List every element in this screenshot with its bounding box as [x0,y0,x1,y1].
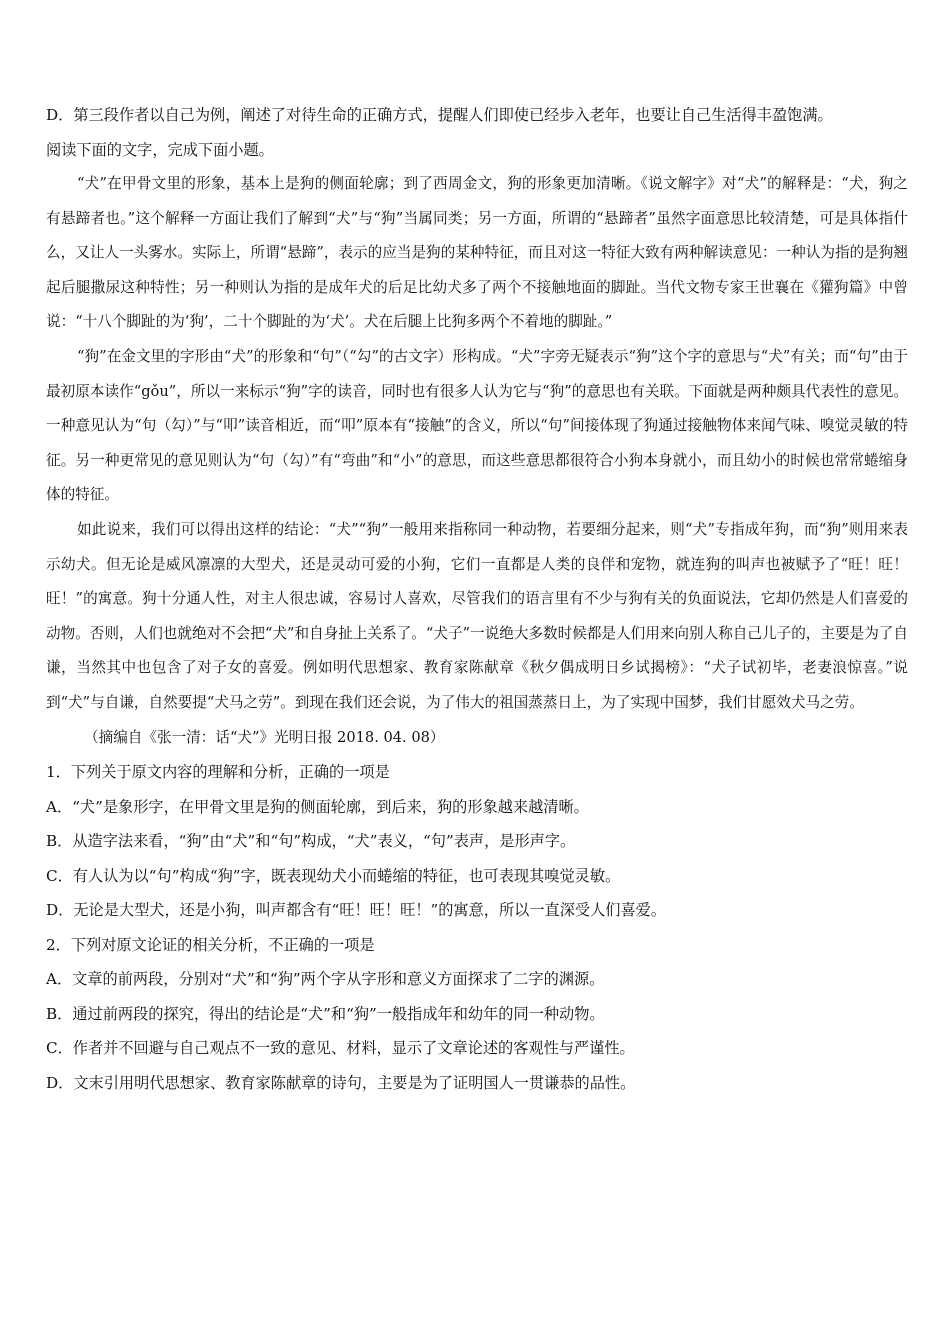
question-2-option-d: D．文末引用明代思想家、教育家陈献章的诗句，主要是为了证明国人一贯谦恭的品性。 [46,1073,636,1092]
reading-instruction: 阅读下面的文字，完成下面小题。 [46,140,274,159]
document-page [46,98,908,1100]
passage-paragraph-2: “狗”在金文里的字形由“犬”的形象和“句”（“勾”的古文字）形构成。“犬”字旁无疑表示“狗”这个字的意思与“犬”有关；而“句”由于最初原本读作“gǒu”，所以一来标示“狗”字的读音，同时也有很多人认为它与“狗”的意思也有关联。下面就是两种颇具代表性的意见。一种意见认为“句（勾）”与“叩”读音相近，而“叩”原本有“接触”的含义，所以“句”间接体现了狗通过接触物体来闻气味、嗅觉灵敏的特征。另一种更常见的意见则认为“句（勾）”有“弯曲”和“小”的意思，而这些意思都很符合小狗本身就小，而且幼小的时候也常常蜷缩身体的特征。 [46,347,908,504]
question-1-option-d: D．无论是大型犬，还是小狗，叫声都含有“旺！旺！旺！”的寓意，所以一直深受人们喜爱。 [46,901,667,919]
question-2-option-b: B．通过前两段的探究，得出的结论是“犬”和“狗”一般指成年和幼年的同一种动物。 [46,1004,605,1023]
passage-paragraph-1: “犬”在甲骨文里的形象，基本上是狗的侧面轮廓；到了西周金文，狗的形象更加清晰。《说文解字》对“犬”的解释是：“犬，狗之有悬蹄者也。”这个解释一方面让我们了解到“犬”与“狗”当属同类；另一方面，所谓的“悬蹄者”虽然字面意思比较清楚，可是具体指什么，又让人一头雾水。实际上，所谓“悬蹄”，表示的应当是狗的某种特征，而且对这一特征大致有两种解读意见：一种认为指的是狗翘起后腿撒尿这种特性；另一种则认为指的是成年犬的后足比幼犬多了两个不接触地面的脚趾。当代文物专家王世襄在《獾狗篇》中曾说：“十八个脚趾的为‘狗’，二十个脚趾的为‘犬’。犬在后腿上比狗多两个不着地的脚趾。” [46,175,908,331]
question-2-option-c: C．作者并不回避与自己观点不一致的意见、材料，显示了文章论述的客观性与严谨性。 [46,1039,635,1057]
question-1-option-a: A．“犬”是象形字，在甲骨文里是狗的侧面轮廓，到后来，狗的形象越来越清晰。 [46,797,589,816]
question-1-option-b: B．从造字法来看，“狗”由“犬”和“句”构成，“犬”表义，“句”表声，是形声字。 [46,832,576,850]
question-2-stem: 2．下列对原文论证的相关分析，不正确的一项是 [46,935,375,954]
passage-source: （摘编自《张一清：话“犬”》光明日报 2018. 04. 08） [84,728,445,746]
question-1-option-c: C．有人认为以“句”构成“狗”字，既表现幼犬小而蜷缩的特征，也可表现其嗅觉灵敏。 [46,866,621,885]
passage-paragraph-3: 如此说来，我们可以得出这样的结论：“犬”“狗”一般用来指称同一种动物，若要细分起来，则“犬”专指成年狗，而“狗”则用来表示幼犬。但无论是威风凛凛的大型犬，还是灵动可爱的小狗，它们一直都是人类的良伴和宠物，就连狗的叫声也被赋予了“旺！旺！旺！”的寓意。狗十分通人性，对主人很忠诚，容易讨人喜欢，尽管我们的语言里有不少与狗有关的负面说法，它却仍然是人们喜爱的动物。否则，人们也就绝对不会把“犬”和自身扯上关系了。“犬子”一说绝大多数时候都是人们用来向别人称自己儿子的，主要是为了自谦，当然其中也包含了对子女的喜爱。例如明代思想家、教育家陈献章《秋夕偶成明日乡试揭榜》：“犬子试初毕，老妻浪惊喜。”说到“犬”与自谦，自然要提“犬马之劳”。到现在我们还会说，为了伟大的祖国蒸蒸日上，为了实现中国梦，我们甘愿效犬马之劳。 [46,520,908,711]
question-2-option-a: A．文章的前两段，分别对“犬”和“狗”两个字从字形和意义方面探求了二字的渊源。 [46,970,605,988]
previous-option-d: D．第三段作者以自己为例，阐述了对待生命的正确方式，提醒人们即使已经步入老年，也要让自己生活得丰盈饱满。 [46,106,833,124]
question-1-stem: 1．下列关于原文内容的理解和分析，正确的一项是 [46,763,390,781]
